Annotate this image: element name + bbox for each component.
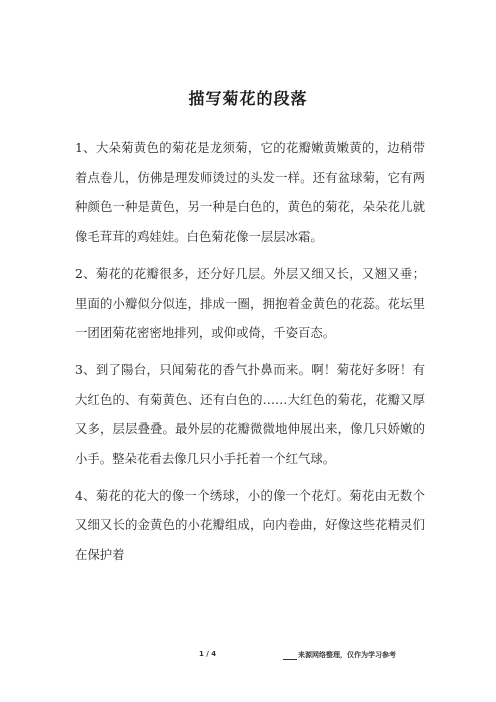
source-note-wrapper xyxy=(283,650,396,660)
footer-underline xyxy=(283,659,297,660)
page-number: 1 / 4 xyxy=(199,650,217,658)
document-title: 描写菊花的段落 xyxy=(188,89,308,108)
paragraph-3: 3、到了陽台，只闻菊花的香气扑鼻而来。啊！菊花好多呀！有大红色的、有菊黄色、还有白色的……大红色的菊花，花瓣又厚又多，层层叠叠。最外层的花瓣微微地伸展出来，像几只娇嫩的小手。整朵花看去像几只小手托着一个红气球。 xyxy=(75,361,425,467)
source-note: 来源网络整理，仅作为学习参考 xyxy=(298,651,396,659)
paragraph-2: 2、菊花的花瓣很多，还分好几层。外层又细又长，又翘又垂；里面的小瓣似分似连，排成一圈，拥抱着金黄色的花蕊。花坛里一团团菊花密密地排列，或仰或倚，千姿百态。 xyxy=(75,265,425,341)
paragraph-4: 4、菊花的花大的像一个绣球，小的像一个花灯。菊花由无数个又细又长的金黄色的小花瓣组成，向内卷曲，好像这些花精灵们在保护着 xyxy=(75,487,425,563)
document-body xyxy=(75,133,425,577)
paragraph-1: 1、大朵菊黄色的菊花是龙须菊，它的花瓣嫩黄嫩黄的，边稍带着点卷儿，仿佛是理发师烫过的头发一样。还有盆球菊，它有两种颜色一种是黄色，另一种是白色的，黄色的菊花，朵朵花儿就像毛茸茸的鸡娃娃。白色菊花像一层层冰霜。 xyxy=(75,140,425,245)
page-footer xyxy=(0,650,496,664)
